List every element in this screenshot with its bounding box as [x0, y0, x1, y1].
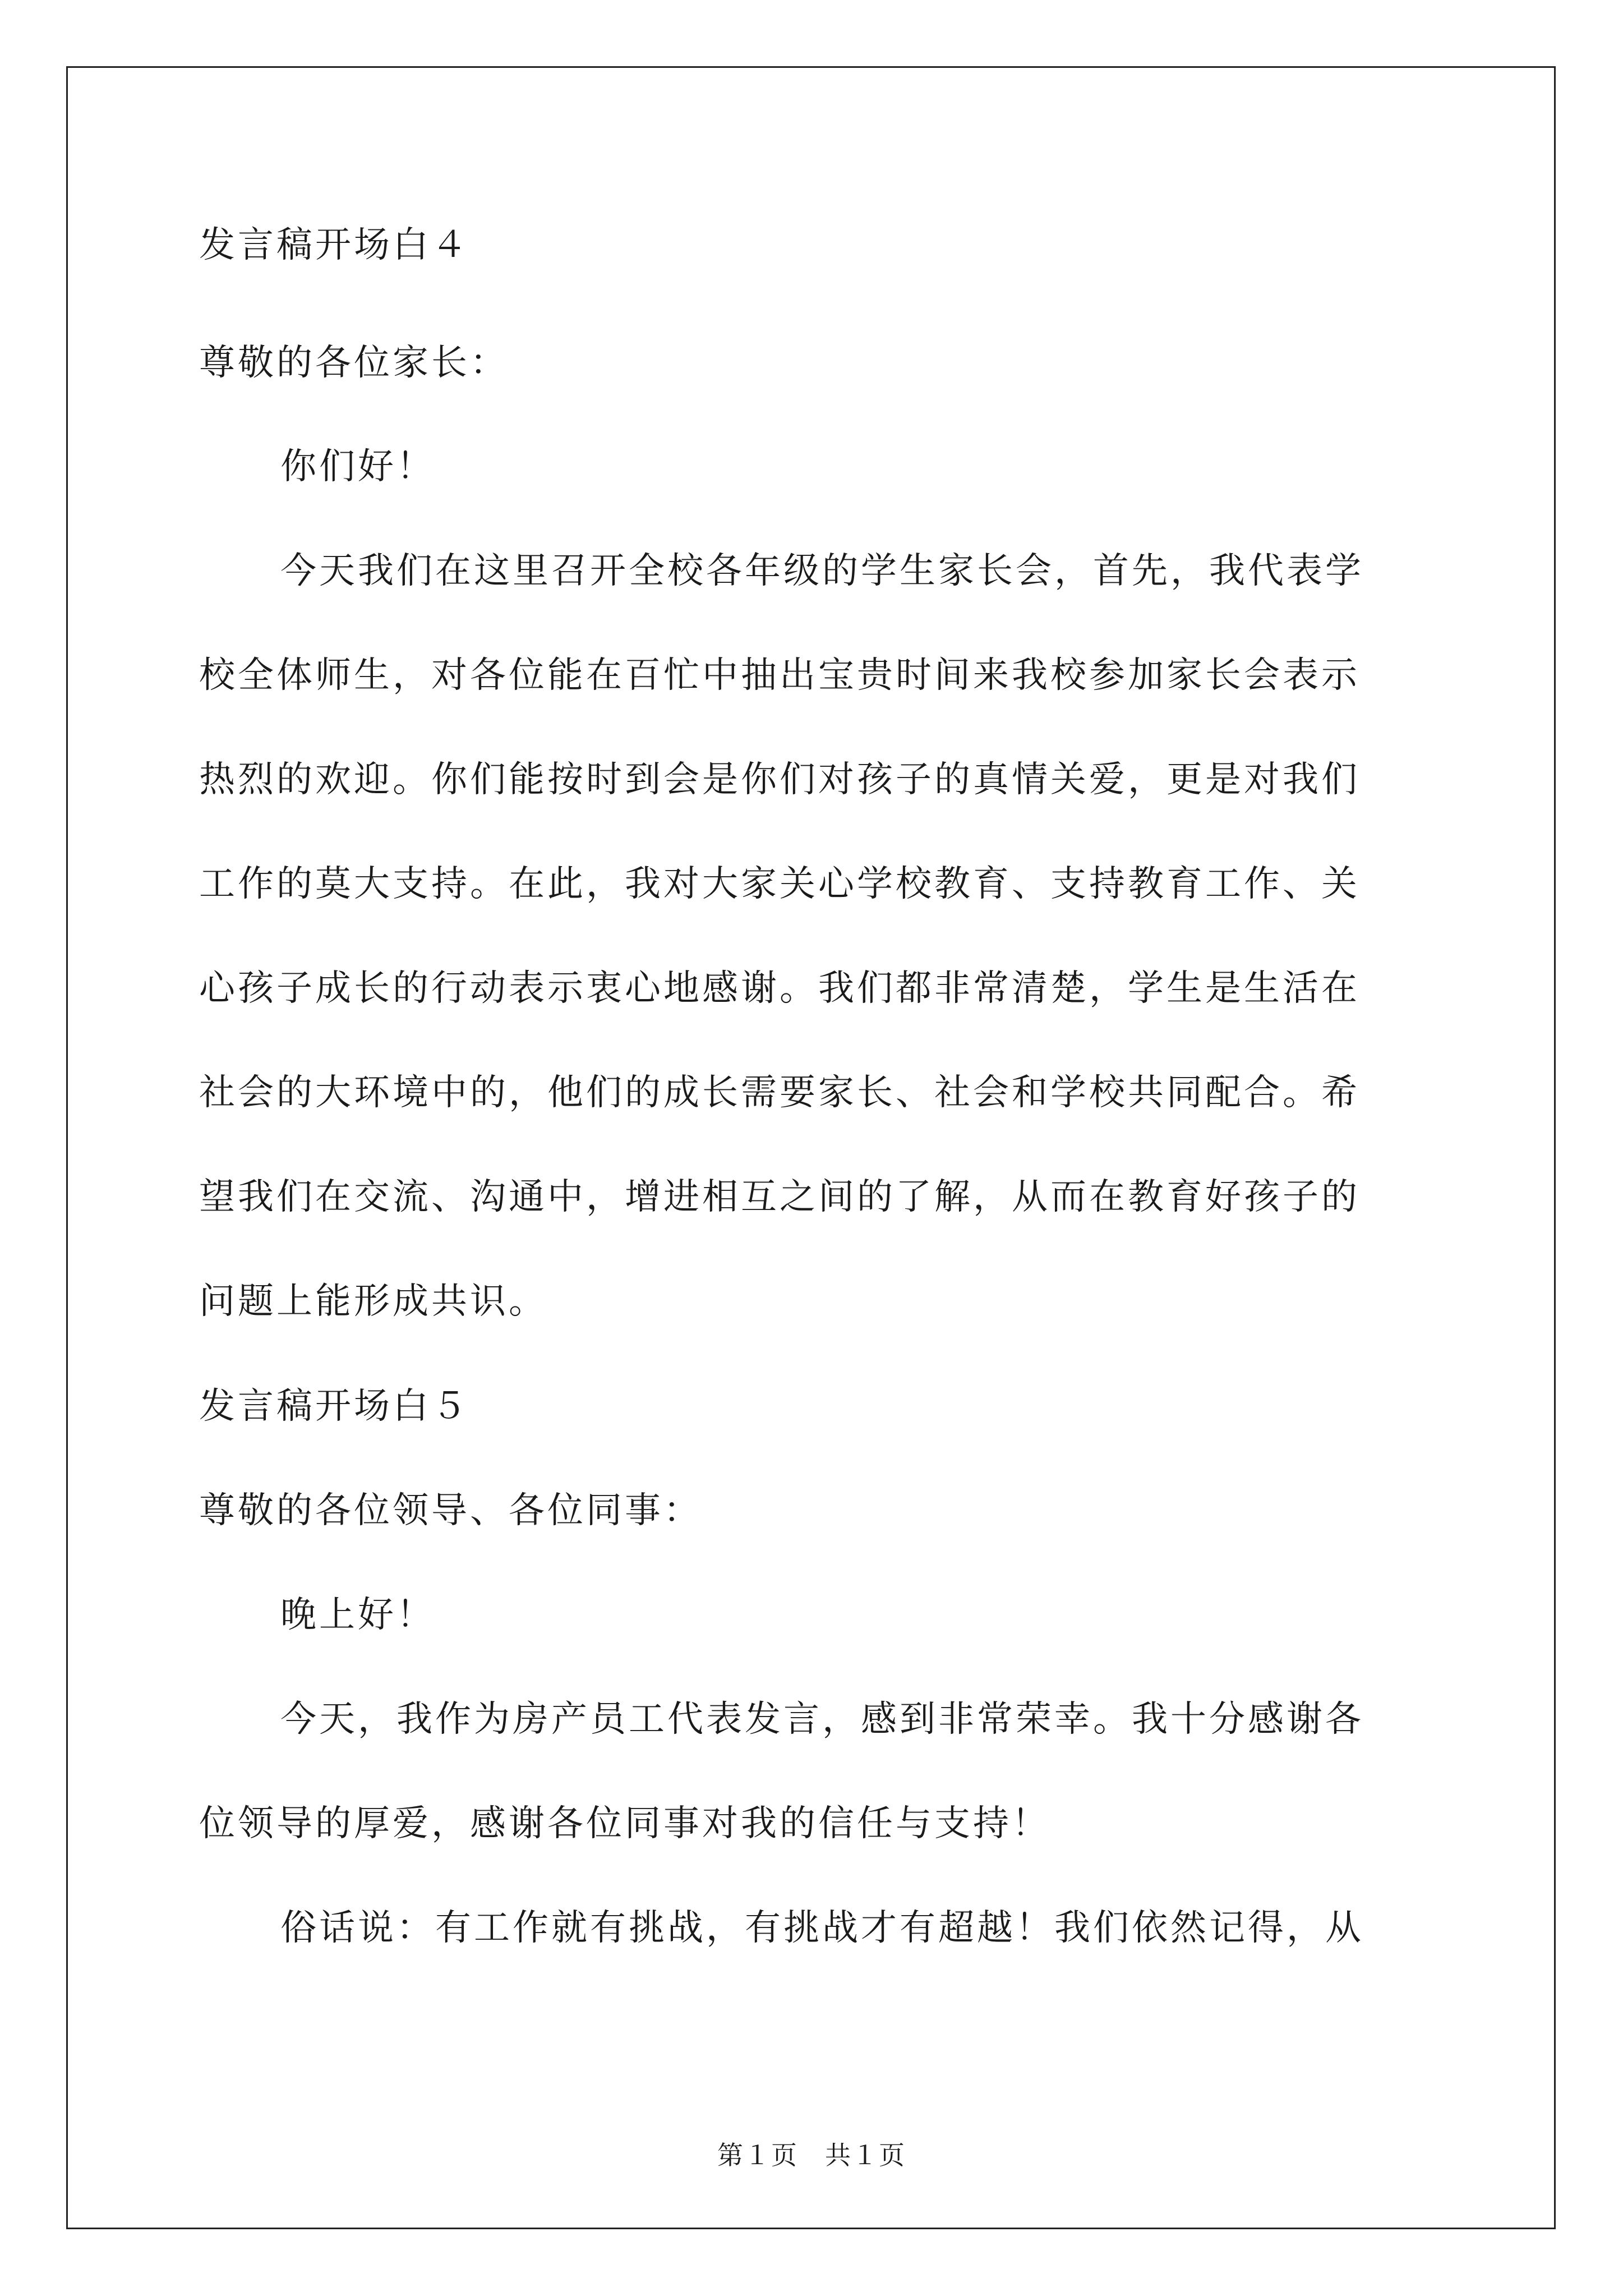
section-heading-4: 发言稿开场白４ [199, 224, 470, 266]
paragraph-line: 问题上能形成共识。 [199, 1281, 547, 1322]
paragraph-line: 今天我们在这里召开全校各年级的学生家长会，首先，我代表学 [280, 550, 1364, 592]
paragraph-line: 今天，我作为房产员工代表发言，感到非常荣幸。我十分感谢各 [280, 1699, 1364, 1740]
section-heading-5: 发言稿开场白５ [199, 1386, 470, 1427]
paragraph-line: 心孩子成长的行动表示衷心地感谢。我们都非常清楚，学生是生活在 [199, 968, 1360, 1009]
page-border [66, 66, 1556, 2229]
salutation: 尊敬的各位家长： [199, 342, 509, 384]
paragraph-line: 社会的大环境中的，他们的成长需要家长、社会和学校共同配合。希 [199, 1072, 1360, 1114]
salutation: 尊敬的各位领导、各位同事： [199, 1490, 702, 1531]
paragraph-line: 热烈的欢迎。你们能按时到会是你们对孩子的真情关爱，更是对我们 [199, 759, 1360, 800]
paragraph-line: 位领导的厚爱，感谢各位同事对我的信任与支持！ [199, 1803, 1050, 1844]
paragraph-line: 工作的莫大支持。在此，我对大家关心学校教育、支持教育工作、关 [199, 863, 1360, 905]
greeting: 晚上好！ [280, 1594, 435, 1636]
paragraph-line: 校全体师生，对各位能在百忙中抽出宝贵时间来我校参加家长会表示 [199, 655, 1360, 696]
paragraph-line: 望我们在交流、沟通中，增进相互之间的了解，从而在教育好孩子的 [199, 1176, 1360, 1218]
greeting: 你们好！ [280, 446, 435, 487]
page-footer: 第１页 共１页 [717, 2140, 906, 2170]
paragraph-line: 俗话说：有工作就有挑战，有挑战才有超越！我们依然记得，从 [280, 1907, 1364, 1949]
